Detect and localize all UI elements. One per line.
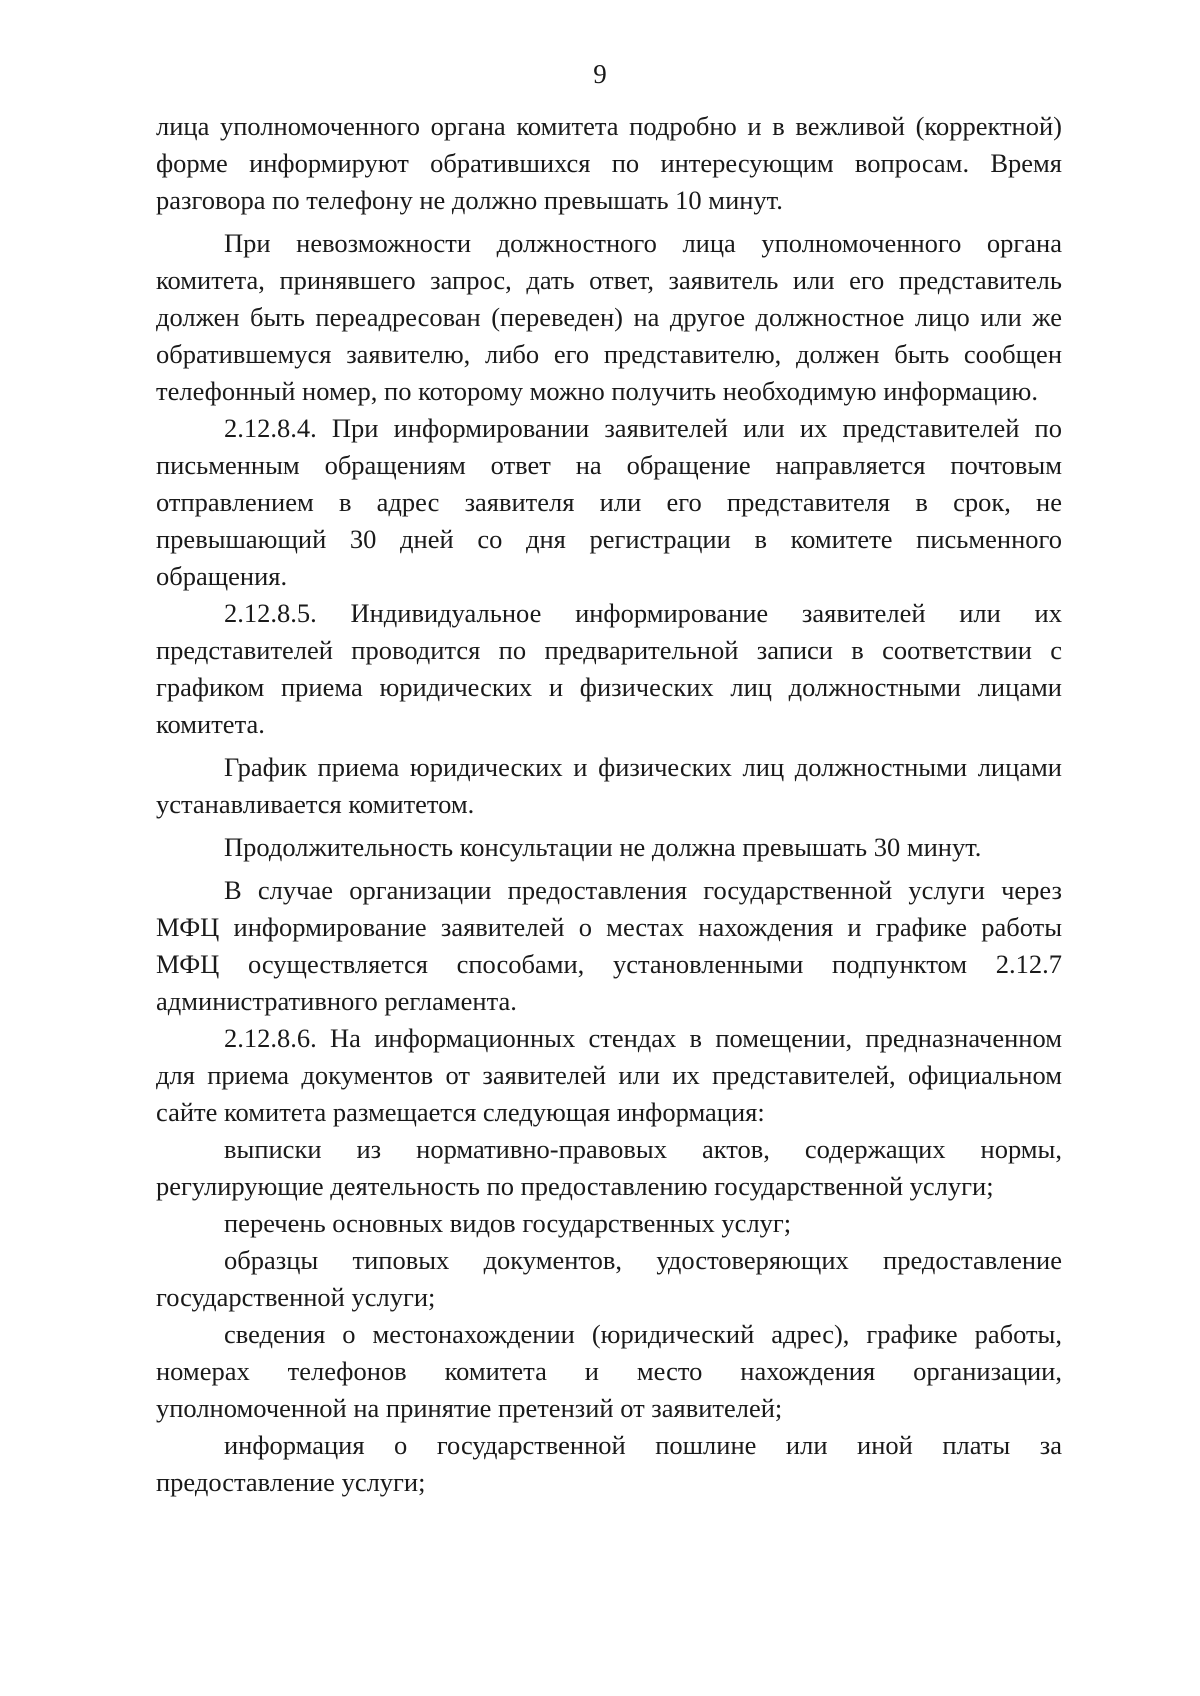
paragraph: сведения о местонахождении (юридический адрес), графике работы, номерах телефонов комитета и место нахождения организации, уполномоченной на принятие претензий от заявителей;: [156, 1319, 1062, 1423]
paragraph: 2.12.8.4. При информировании заявителей или их представителей по письменным обращениям ответ на обращение направляется почтовым отправлением в адрес заявителя или его представителя в срок, не превышающий 30 дней со дня регистрации в комитете письменного обращения.: [156, 413, 1062, 591]
paragraph: информация о государственной пошлине или иной платы за предоставление услуги;: [156, 1430, 1062, 1497]
paragraph: 2.12.8.6. На информационных стендах в помещении, предназначенном для приема документов от заявителей или их представителей, официальном сайте комитета размещается следующая информация:: [156, 1023, 1062, 1127]
paragraph: перечень основных видов государственных услуг;: [224, 1208, 792, 1238]
paragraph: При невозможности должностного лица уполномоченного органа комитета, принявшего запрос, дать ответ, заявитель или его представитель должен быть переадресован (переведен) на другое должностное лицо или же обратившемуся заявителю, либо его представителю, должен быть сообщен телефонный номер, по которому можно получить необходимую информацию.: [156, 228, 1062, 406]
paragraph: образцы типовых документов, удостоверяющих предоставление государственной услуги;: [156, 1245, 1062, 1312]
document-body: [156, 108, 1062, 1501]
paragraph: В случае организации предоставления государственной услуги через МФЦ информирование заявителей о местах нахождения и графике работы МФЦ осуществляется способами, установленными подпунктом 2.12.7 административного регламента.: [156, 875, 1062, 1016]
paragraph: выписки из нормативно-правовых актов, содержащих нормы, регулирующие деятельность по предоставлению государственной услуги;: [156, 1134, 1062, 1201]
paragraph: 2.12.8.5. Индивидуальное информирование заявителей или их представителей проводится по предварительной записи в соответствии с графиком приема юридических и физических лиц должностными лицами комитета.: [156, 598, 1062, 739]
paragraph: лица уполномоченного органа комитета подробно и в вежливой (корректной) форме информируют обратившихся по интересующим вопросам. Время разговора по телефону не должно превышать 10 минут.: [156, 111, 1062, 215]
page-number: 9: [593, 59, 607, 89]
paragraph: График приема юридических и физических лиц должностными лицами устанавливается комитетом.: [156, 752, 1062, 819]
paragraph: Продолжительность консультации не должна превышать 30 минут.: [224, 832, 982, 862]
